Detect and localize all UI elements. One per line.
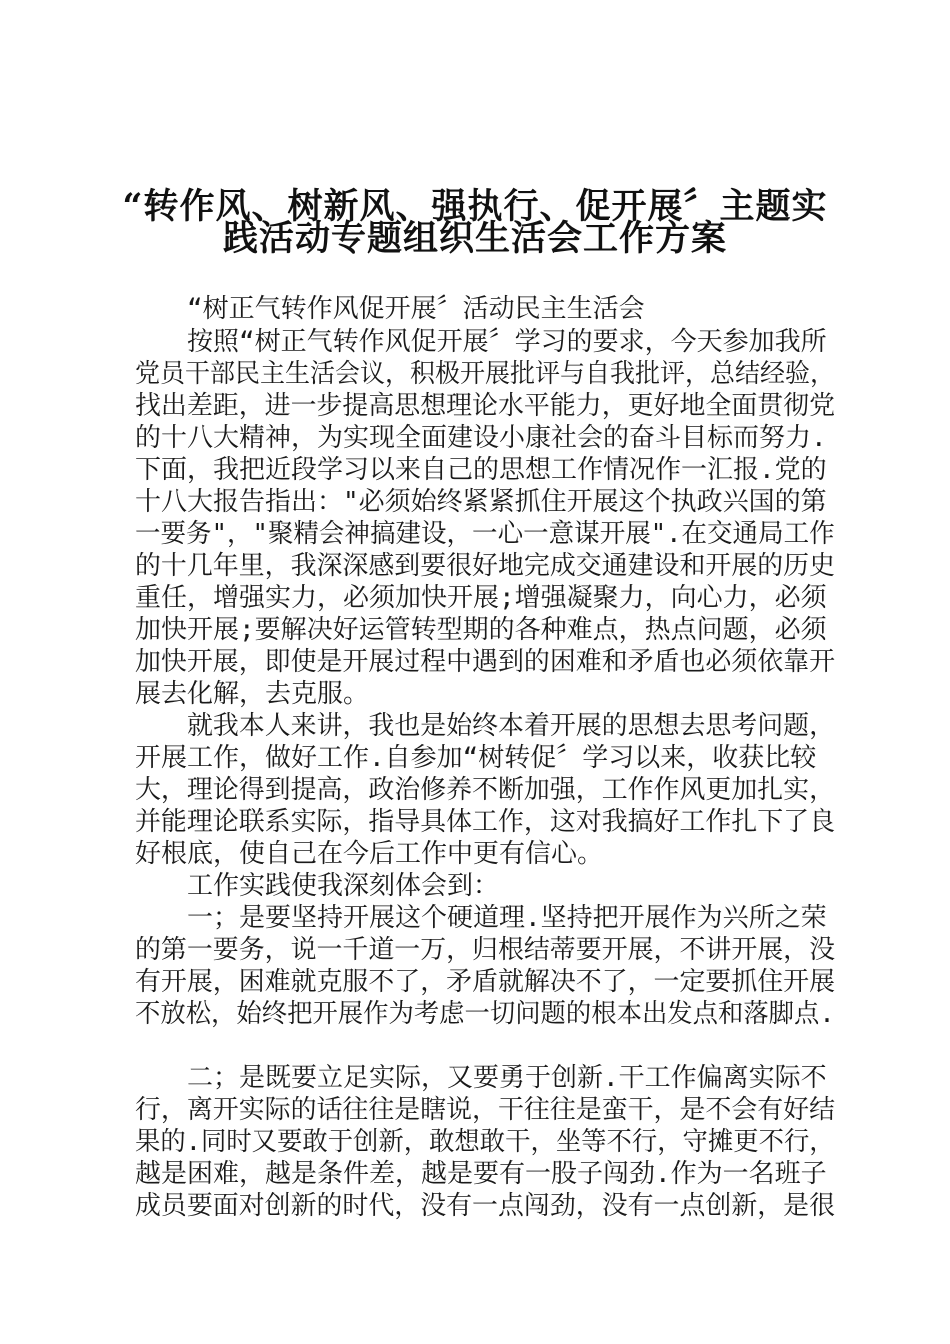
body-line: 下面，我把近段学习以来自己的思想工作情况作一汇报.党的 xyxy=(135,455,827,485)
document-title-line-2: 践活动专题组织生活会工作方案 xyxy=(222,218,727,259)
body-line: 成员要面对创新的时代，没有一点闯劲，没有一点创新，是很 xyxy=(135,1191,836,1221)
body-line: 的第一要务，说一千道一万，归根结蒂要开展，不讲开展，没 xyxy=(135,935,836,965)
body-line: 二；是既要立足实际，又要勇于创新.干工作偏离实际不 xyxy=(187,1063,827,1093)
body-line: 加快开展，即使是开展过程中遇到的困难和矛盾也必须依靠开 xyxy=(135,647,836,677)
body-line: 不放松，始终把开展作为考虑一切问题的根本出发点和落脚点. xyxy=(135,999,835,1029)
body-line: 按照“树正气转作风促开展〞学习的要求，今天参加我所 xyxy=(187,327,827,357)
body-line: 果的.同时又要敢于创新，敢想敢干，坐等不行，守摊更不行， xyxy=(135,1127,835,1157)
body-line: 展去化解，去克服。 xyxy=(135,679,370,709)
body-line: “树正气转作风促开展〞活动民主生活会 xyxy=(187,294,645,324)
body-line: 加快开展;要解决好运管转型期的各种难点，热点问题，必须 xyxy=(135,615,827,645)
body-line: 开展工作，做好工作.自参加“树转促〞学习以来，收获比较 xyxy=(135,743,817,773)
body-line: 大，理论得到提高，政治修养不断加强，工作作风更加扎实， xyxy=(135,775,836,805)
body-line: 十八大报告指出："必须始终紧紧抓住开展这个执政兴国的第 xyxy=(135,487,827,517)
body-line: 有开展，困难就克服不了，矛盾就解决不了，一定要抓住开展 xyxy=(135,967,836,997)
body-line: 就我本人来讲，我也是始终本着开展的思想去思考问题， xyxy=(187,711,836,741)
body-line: 一要务"，"聚精会神搞建设，一心一意谋开展".在交通局工作 xyxy=(135,519,835,549)
body-line: 找出差距，进一步提高思想理论水平能力，更好地全面贯彻党 xyxy=(135,391,836,421)
body-line: 的十八大精神，为实现全面建设小康社会的奋斗目标而努力. xyxy=(135,423,827,453)
body-line: 越是困难，越是条件差，越是要有一股子闯劲.作为一名班子 xyxy=(135,1159,827,1189)
body-line: 并能理论联系实际，指导具体工作，这对我搞好工作扎下了良 xyxy=(135,807,836,837)
body-line: 重任，增强实力，必须加快开展;增强凝聚力，向心力，必须 xyxy=(135,583,827,613)
body-line: 的十几年里，我深深感到要很好地完成交通建设和开展的历史 xyxy=(135,551,836,581)
body-line: 党员干部民主生活会议，积极开展批评与自我批评，总结经验， xyxy=(135,359,835,389)
body-line: 行，离开实际的话往往是瞎说，干往往是蛮干，是不会有好结 xyxy=(135,1095,836,1125)
body-line: 好根底，使自己在今后工作中更有信心。 xyxy=(135,839,604,869)
body-line: 一；是要坚持开展这个硬道理.坚持把开展作为兴所之荣 xyxy=(187,903,827,933)
document-title-line-1: “转作风、树新风、强执行、促开展〞主题实 xyxy=(122,186,828,227)
body-line: 工作实践使我深刻体会到： xyxy=(187,871,500,901)
